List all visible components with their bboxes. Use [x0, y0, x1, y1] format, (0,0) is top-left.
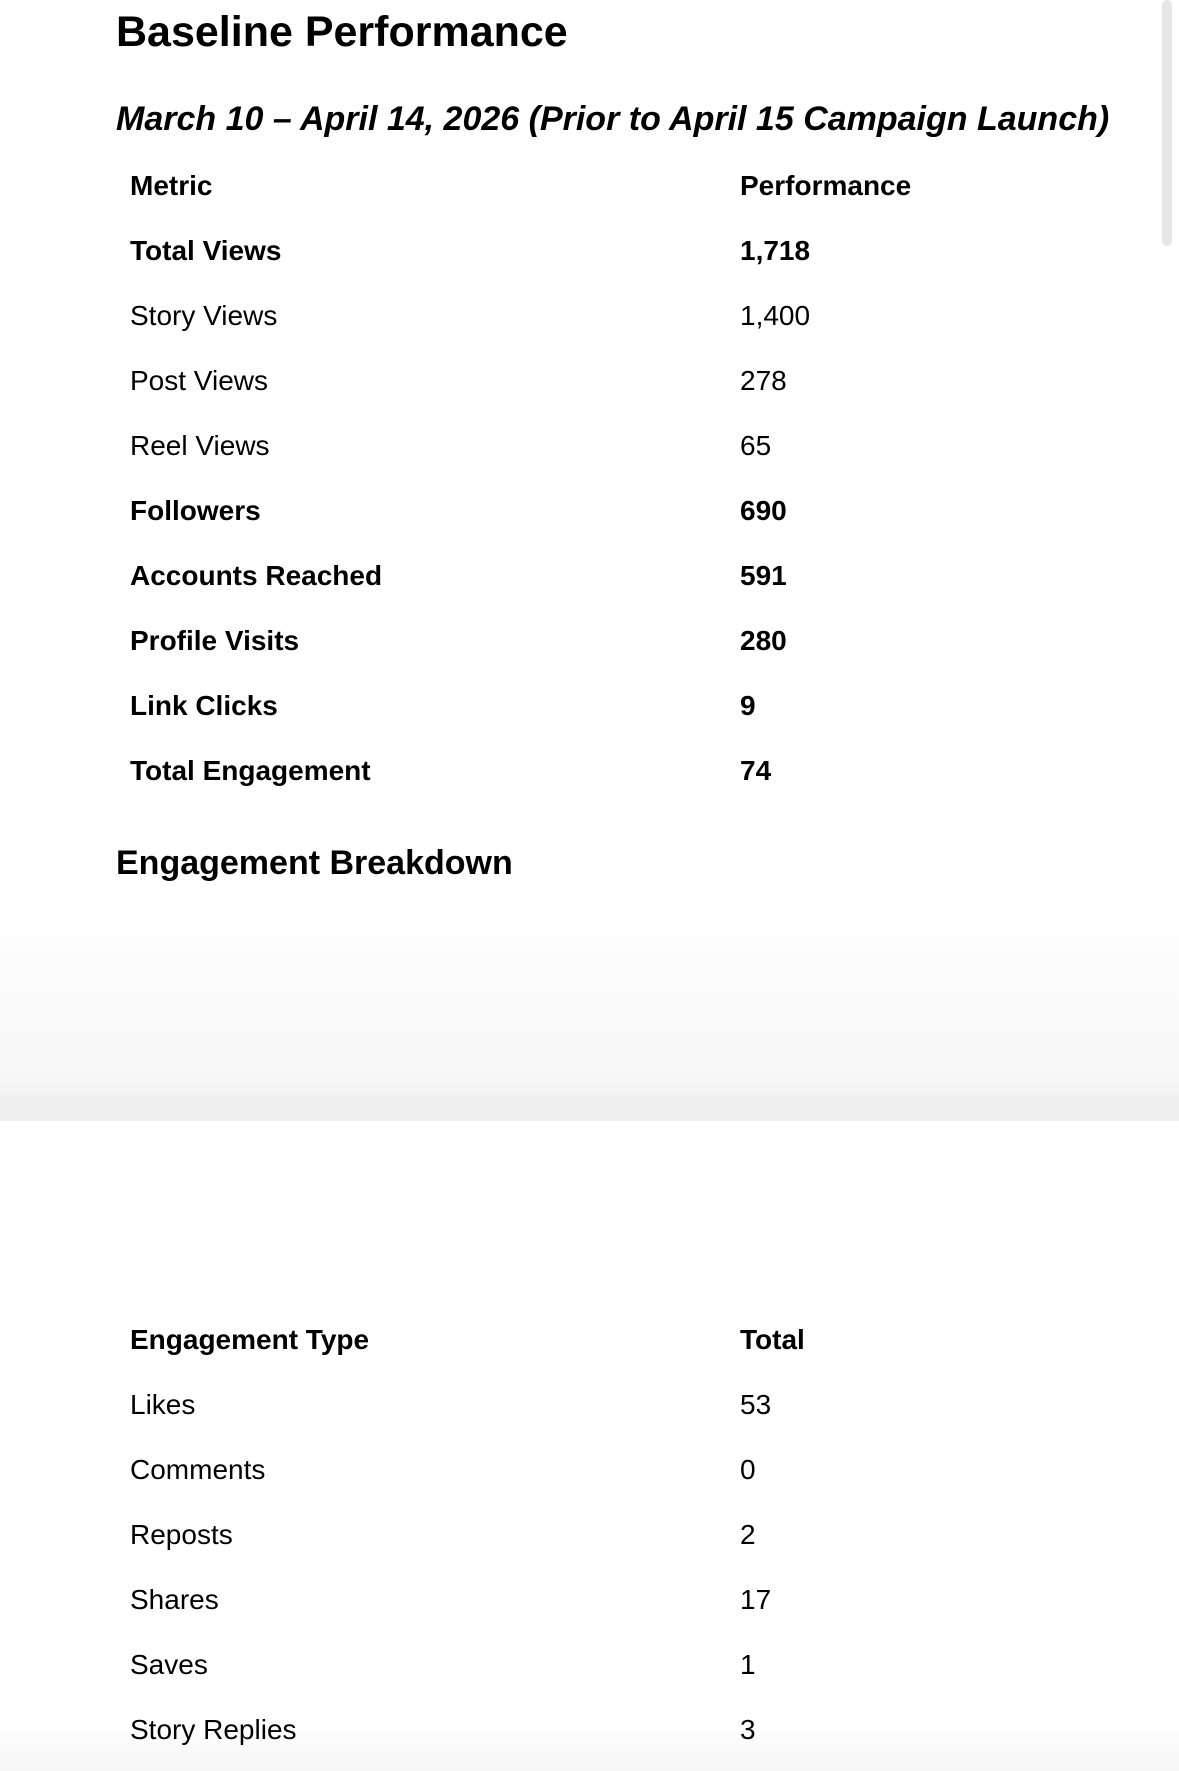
- table-row: [116, 1632, 1116, 1697]
- engagement-total-value: 17: [740, 1583, 772, 1615]
- engagement-type-label: Comments: [130, 1453, 266, 1485]
- metric-label: Profile Visits: [130, 624, 300, 656]
- engagement-type-label: Story Replies: [130, 1713, 297, 1745]
- engagement-breakdown-heading: Engagement Breakdown: [116, 844, 513, 882]
- metric-value: 9: [740, 689, 756, 721]
- metric-value: 65: [740, 429, 772, 461]
- metric-value: 280: [740, 624, 787, 656]
- metric-label: Story Views: [130, 299, 278, 331]
- metric-value: 1,400: [740, 299, 811, 331]
- vertical-scrollbar[interactable]: [1162, 0, 1172, 246]
- engagement-type-label: Shares: [130, 1583, 219, 1615]
- table-row: [116, 1567, 1116, 1632]
- table-row: [116, 543, 1116, 608]
- engagement-total-value: 3: [740, 1713, 756, 1745]
- metric-label: Accounts Reached: [130, 559, 383, 591]
- table-row: [116, 1502, 1116, 1567]
- page-title: Baseline Performance: [116, 8, 568, 56]
- metrics-table: [116, 153, 1116, 803]
- table-row: [116, 218, 1116, 283]
- engagement-total-value: 1: [740, 1648, 756, 1680]
- metric-value: 278: [740, 364, 787, 396]
- metric-value: 1,718: [740, 234, 811, 266]
- metric-label: Link Clicks: [130, 689, 278, 721]
- engagement-type-label: Saves: [130, 1648, 208, 1680]
- table-header-row: [116, 1307, 1116, 1372]
- column-header-metric: Metric: [130, 169, 213, 201]
- column-header-engagement-type: Engagement Type: [130, 1323, 370, 1355]
- table-row: [116, 1697, 1116, 1762]
- metric-value: 74: [740, 754, 772, 786]
- table-row: [116, 608, 1116, 673]
- metric-value: 591: [740, 559, 787, 591]
- engagement-total-value: 2: [740, 1518, 756, 1550]
- metric-label: Followers: [130, 494, 261, 526]
- metric-label: Post Views: [130, 364, 268, 396]
- table-row: [116, 413, 1116, 478]
- table-header-row: [116, 153, 1116, 218]
- metric-label: Total Engagement: [130, 754, 371, 786]
- table-row: [116, 673, 1116, 738]
- table-row: [116, 283, 1116, 348]
- column-header-total: Total: [740, 1323, 805, 1355]
- engagement-table: [116, 1307, 1116, 1762]
- column-header-performance: Performance: [740, 169, 912, 201]
- engagement-total-value: 0: [740, 1453, 756, 1485]
- page-subtitle: March 10 – April 14, 2026 (Prior to April 15 Campaign Launch): [116, 100, 1110, 138]
- metric-value: 690: [740, 494, 787, 526]
- table-row: [116, 348, 1116, 413]
- table-row: [116, 1372, 1116, 1437]
- metric-label: Total Views: [130, 234, 282, 266]
- engagement-type-label: Reposts: [130, 1518, 233, 1550]
- engagement-total-value: 53: [740, 1388, 772, 1420]
- table-row: [116, 1437, 1116, 1502]
- table-row: [116, 478, 1116, 543]
- table-row: [116, 738, 1116, 803]
- metric-label: Reel Views: [130, 429, 270, 461]
- page-break: [0, 1097, 1179, 1121]
- engagement-type-label: Likes: [130, 1388, 196, 1420]
